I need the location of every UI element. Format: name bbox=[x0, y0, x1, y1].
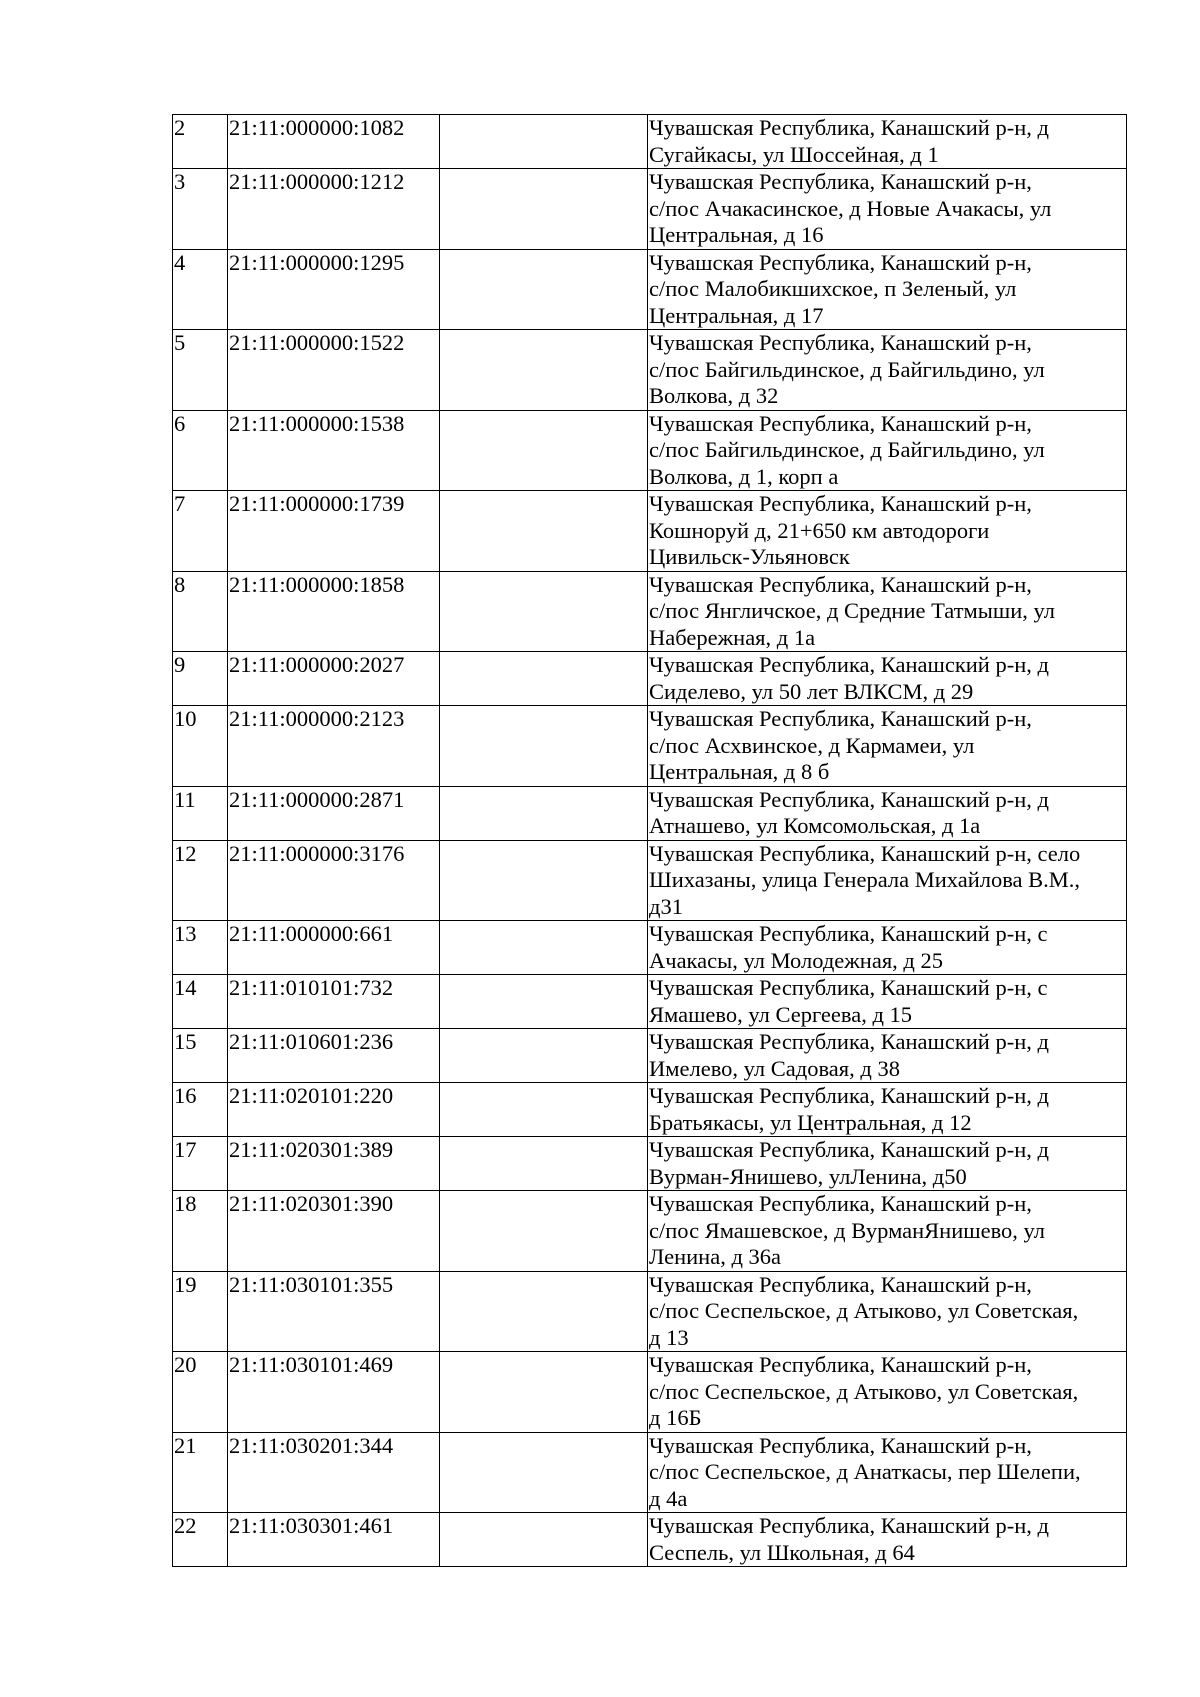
row-number-cell: 12 bbox=[173, 840, 228, 921]
table-row bbox=[173, 491, 1127, 572]
empty-cell bbox=[440, 571, 648, 652]
address-cell bbox=[648, 1029, 1127, 1083]
row-number-cell: 19 bbox=[173, 1271, 228, 1352]
address-line: Чувашская Республика, Канашский р-н, д bbox=[649, 115, 1049, 140]
address-line: с/пос Ямашевское, д ВурманЯнишево, ул bbox=[649, 1217, 1046, 1243]
empty-cell bbox=[440, 249, 648, 330]
row-number-cell: 4 bbox=[173, 249, 228, 330]
address-line: с/пос Сеспельское, д Анаткасы, пер Шелепи, bbox=[649, 1459, 1081, 1484]
table-row bbox=[173, 1191, 1127, 1272]
cadastral-number-cell: 21:11:030101:469 bbox=[228, 1352, 440, 1433]
cadastral-number-cell: 21:11:000000:1739 bbox=[228, 491, 440, 572]
table-row bbox=[173, 840, 1127, 921]
table-row bbox=[173, 330, 1127, 411]
address-line: Чувашская Республика, Канашский р-н, bbox=[649, 1352, 1032, 1377]
address-line: Набережная, д 1а bbox=[649, 624, 816, 650]
address-line: Чувашская Республика, Канашский р-н, д bbox=[649, 1083, 1049, 1108]
row-number-cell: 7 bbox=[173, 491, 228, 572]
address-line: Чувашская Республика, Канашский р-н, д bbox=[649, 1513, 1049, 1538]
table-row bbox=[173, 169, 1127, 250]
address-cell bbox=[648, 921, 1127, 975]
row-number-cell: 16 bbox=[173, 1083, 228, 1137]
address-line: с/пос Малобикшихское, п Зеленый, ул bbox=[649, 276, 1017, 301]
empty-cell bbox=[440, 330, 648, 411]
cadastral-number-cell: 21:11:000000:1082 bbox=[228, 115, 440, 169]
row-number-cell: 2 bbox=[173, 115, 228, 169]
table-row bbox=[173, 1271, 1127, 1352]
address-line: д31 bbox=[649, 893, 683, 919]
address-line: Ачакасы, ул Молодежная, д 25 bbox=[649, 947, 944, 973]
address-cell bbox=[648, 491, 1127, 572]
table-row bbox=[173, 975, 1127, 1029]
table-row bbox=[173, 1432, 1127, 1513]
row-number-cell: 6 bbox=[173, 410, 228, 491]
empty-cell bbox=[440, 1191, 648, 1272]
cadastral-number-cell: 21:11:010101:732 bbox=[228, 975, 440, 1029]
row-number-cell: 15 bbox=[173, 1029, 228, 1083]
address-line: Сиделево, ул 50 лет ВЛКСМ, д 29 bbox=[649, 678, 974, 704]
table-row bbox=[173, 1137, 1127, 1191]
cadastral-number-cell: 21:11:030101:355 bbox=[228, 1271, 440, 1352]
address-cell bbox=[648, 1137, 1127, 1191]
address-line: с/пос Байгильдинское, д Байгильдино, ул bbox=[649, 356, 1045, 382]
table-row bbox=[173, 1352, 1127, 1433]
address-cell bbox=[648, 1513, 1127, 1567]
table-row bbox=[173, 786, 1127, 840]
row-number-cell: 20 bbox=[173, 1352, 228, 1433]
empty-cell bbox=[440, 786, 648, 840]
address-line: Чувашская Республика, Канашский р-н, bbox=[649, 249, 1032, 275]
address-cell bbox=[648, 1432, 1127, 1513]
empty-cell bbox=[440, 652, 648, 706]
empty-cell bbox=[440, 1137, 648, 1191]
cadastral-number-cell: 21:11:000000:2027 bbox=[228, 652, 440, 706]
table-row bbox=[173, 652, 1127, 706]
empty-cell bbox=[440, 840, 648, 921]
empty-cell bbox=[440, 1029, 648, 1083]
table-row bbox=[173, 1029, 1127, 1083]
row-number-cell: 14 bbox=[173, 975, 228, 1029]
cadastral-number-cell: 21:11:030301:461 bbox=[228, 1513, 440, 1567]
address-line: д 13 bbox=[649, 1324, 689, 1350]
row-number-cell: 5 bbox=[173, 330, 228, 411]
empty-cell bbox=[440, 1352, 648, 1433]
address-cell bbox=[648, 975, 1127, 1029]
address-line: с/пос Ачакасинское, д Новые Ачакасы, ул bbox=[649, 195, 1052, 221]
empty-cell bbox=[440, 491, 648, 572]
address-cell bbox=[648, 1083, 1127, 1137]
address-line: Чувашская Республика, Канашский р-н, bbox=[649, 491, 1032, 516]
cadastral-number-cell: 21:11:000000:2871 bbox=[228, 786, 440, 840]
empty-cell bbox=[440, 1271, 648, 1352]
address-line: Чувашская Республика, Канашский р-н, bbox=[649, 410, 1032, 436]
address-line: Имелево, ул Садовая, д 38 bbox=[649, 1055, 900, 1081]
address-cell bbox=[648, 169, 1127, 250]
row-number-cell: 13 bbox=[173, 921, 228, 975]
address-line: Кошноруй д, 21+650 км автодороги bbox=[649, 517, 990, 543]
row-number-cell: 3 bbox=[173, 169, 228, 250]
address-cell bbox=[648, 410, 1127, 491]
table-row bbox=[173, 706, 1127, 787]
cadastral-number-cell: 21:11:030201:344 bbox=[228, 1432, 440, 1513]
empty-cell bbox=[440, 115, 648, 169]
address-line: Чувашская Республика, Канашский р-н, bbox=[649, 169, 1032, 194]
address-line: Чувашская Республика, Канашский р-н, с bbox=[649, 921, 1048, 946]
address-cell bbox=[648, 330, 1127, 411]
address-cell bbox=[648, 1271, 1127, 1352]
table-row bbox=[173, 115, 1127, 169]
address-line: Цивильск-Ульяновск bbox=[649, 544, 850, 569]
address-line: с/пос Сеспельское, д Атыково, ул Советская, bbox=[649, 1298, 1079, 1323]
address-line: Чувашская Республика, Канашский р-н, bbox=[649, 706, 1032, 731]
cadastral-number-cell: 21:11:000000:661 bbox=[228, 921, 440, 975]
table-row bbox=[173, 1513, 1127, 1567]
address-line: с/пос Байгильдинское, д Байгильдино, ул bbox=[649, 437, 1045, 462]
table-row bbox=[173, 921, 1127, 975]
address-line: Чувашская Республика, Канашский р-н, с bbox=[649, 975, 1048, 1000]
empty-cell bbox=[440, 706, 648, 787]
address-line: Шихазаны, улица Генерала Михайлова В.М., bbox=[649, 867, 1081, 892]
address-cell bbox=[648, 1191, 1127, 1272]
address-line: Центральная, д 8 б bbox=[649, 759, 830, 784]
table-row bbox=[173, 571, 1127, 652]
row-number-cell: 17 bbox=[173, 1137, 228, 1191]
empty-cell bbox=[440, 921, 648, 975]
cadastral-number-cell: 21:11:000000:3176 bbox=[228, 840, 440, 921]
empty-cell bbox=[440, 1083, 648, 1137]
address-line: Волкова, д 32 bbox=[649, 383, 779, 408]
cadastral-number-cell: 21:11:000000:1858 bbox=[228, 571, 440, 652]
cadastral-number-cell: 21:11:020101:220 bbox=[228, 1083, 440, 1137]
address-line: Чувашская Республика, Канашский р-н, bbox=[649, 1432, 1032, 1458]
address-cell bbox=[648, 249, 1127, 330]
row-number-cell: 21 bbox=[173, 1432, 228, 1513]
address-line: Сугайкасы, ул Шоссейная, д 1 bbox=[649, 141, 939, 167]
cadastral-number-cell: 21:11:010601:236 bbox=[228, 1029, 440, 1083]
address-line: Чувашская Республика, Канашский р-н, д bbox=[649, 652, 1049, 677]
address-cell bbox=[648, 652, 1127, 706]
address-line: Чувашская Республика, Канашский р-н, д bbox=[649, 1137, 1049, 1162]
address-line: Чувашская Республика, Канашский р-н, д bbox=[649, 786, 1049, 812]
address-line: Ямашево, ул Сергеева, д 15 bbox=[649, 1001, 913, 1027]
empty-cell bbox=[440, 1513, 648, 1567]
address-line: д 4а bbox=[649, 1485, 688, 1511]
cadastral-number-cell: 21:11:020301:390 bbox=[228, 1191, 440, 1272]
address-line: Центральная, д 17 bbox=[649, 302, 824, 328]
address-line: Волкова, д 1, корп а bbox=[649, 463, 839, 489]
address-line: д 16Б bbox=[649, 1405, 702, 1430]
property-table bbox=[172, 114, 1127, 1567]
address-line: Чувашская Республика, Канашский р-н, д bbox=[649, 1029, 1049, 1054]
cadastral-number-cell: 21:11:000000:1538 bbox=[228, 410, 440, 491]
empty-cell bbox=[440, 975, 648, 1029]
row-number-cell: 9 bbox=[173, 652, 228, 706]
address-line: Вурман-Янишево, улЛенина, д50 bbox=[649, 1163, 967, 1189]
address-line: Атнашево, ул Комсомольская, д 1а bbox=[649, 813, 981, 838]
address-cell bbox=[648, 786, 1127, 840]
address-line: Ленина, д 36а bbox=[649, 1244, 782, 1269]
row-number-cell: 18 bbox=[173, 1191, 228, 1272]
empty-cell bbox=[440, 410, 648, 491]
address-line: с/пос Сеспельское, д Атыково, ул Советская, bbox=[649, 1378, 1079, 1404]
address-line: Чувашская Республика, Канашский р-н, bbox=[649, 1271, 1032, 1297]
address-cell bbox=[648, 115, 1127, 169]
property-table-body bbox=[173, 115, 1127, 1567]
table-row bbox=[173, 249, 1127, 330]
table-row bbox=[173, 1083, 1127, 1137]
address-line: Братьякасы, ул Центральная, д 12 bbox=[649, 1109, 972, 1135]
row-number-cell: 11 bbox=[173, 786, 228, 840]
empty-cell bbox=[440, 1432, 648, 1513]
empty-cell bbox=[440, 169, 648, 250]
cadastral-number-cell: 21:11:020301:389 bbox=[228, 1137, 440, 1191]
address-cell bbox=[648, 706, 1127, 787]
row-number-cell: 22 bbox=[173, 1513, 228, 1567]
address-line: Чувашская Республика, Канашский р-н, село bbox=[649, 840, 1081, 866]
address-line: Чувашская Республика, Канашский р-н, bbox=[649, 1191, 1032, 1216]
address-line: Сеспель, ул Школьная, д 64 bbox=[649, 1539, 915, 1565]
address-cell bbox=[648, 571, 1127, 652]
row-number-cell: 10 bbox=[173, 706, 228, 787]
row-number-cell: 8 bbox=[173, 571, 228, 652]
address-cell bbox=[648, 840, 1127, 921]
address-line: с/пос Янгличское, д Средние Татмыши, ул bbox=[649, 598, 1055, 623]
address-cell bbox=[648, 1352, 1127, 1433]
address-line: с/пос Асхвинское, д Кармамеи, ул bbox=[649, 732, 975, 758]
address-line: Центральная, д 16 bbox=[649, 222, 824, 247]
cadastral-number-cell: 21:11:000000:1212 bbox=[228, 169, 440, 250]
cadastral-number-cell: 21:11:000000:2123 bbox=[228, 706, 440, 787]
table-row bbox=[173, 410, 1127, 491]
address-line: Чувашская Республика, Канашский р-н, bbox=[649, 330, 1032, 355]
cadastral-number-cell: 21:11:000000:1522 bbox=[228, 330, 440, 411]
address-line: Чувашская Республика, Канашский р-н, bbox=[649, 571, 1032, 597]
cadastral-number-cell: 21:11:000000:1295 bbox=[228, 249, 440, 330]
